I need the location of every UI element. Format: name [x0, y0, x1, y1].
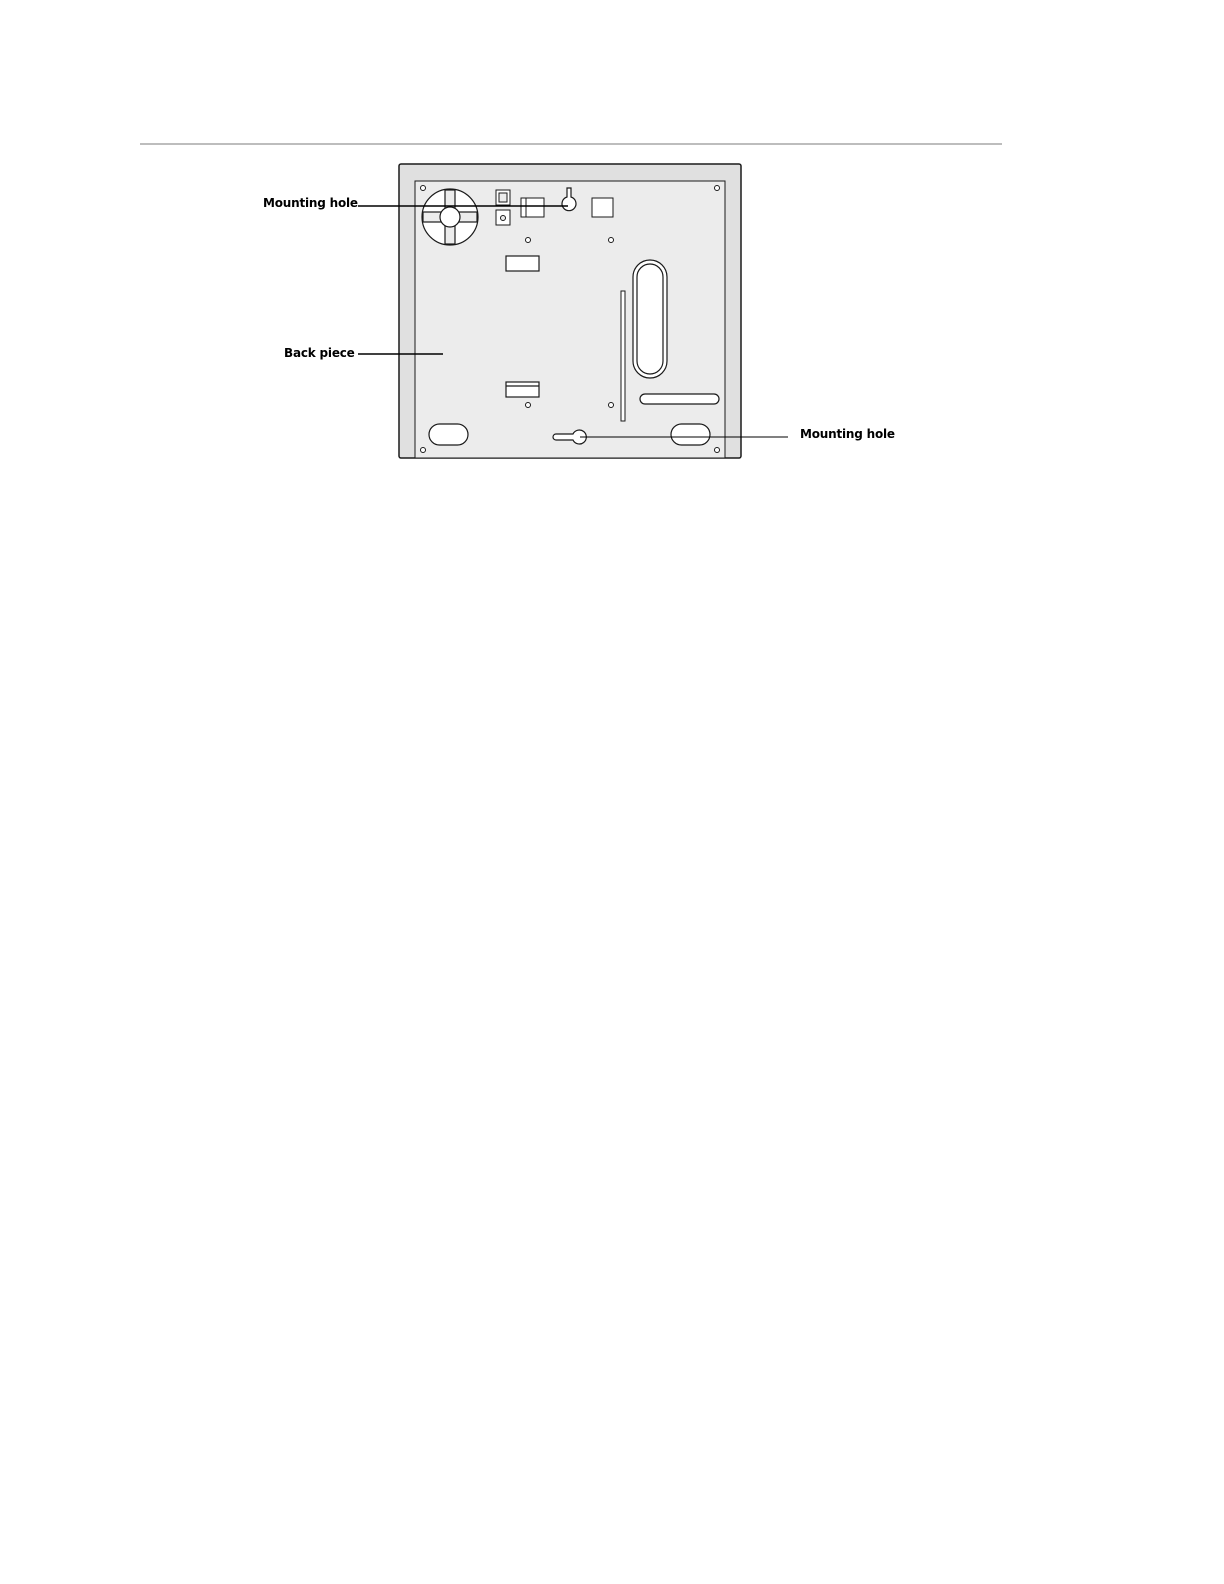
- label-mounting-hole-top: Mounting hole: [263, 196, 358, 210]
- upper-slot: [506, 256, 539, 271]
- lower-slot: [506, 382, 539, 397]
- clip-block: [521, 198, 544, 217]
- label-back-piece: Back piece: [284, 346, 355, 360]
- label-mounting-hole-bottom: Mounting hole: [800, 427, 895, 441]
- back-piece-diagram: [0, 0, 1224, 520]
- horizontal-slot: [640, 394, 719, 404]
- vertical-bar: [621, 291, 625, 421]
- cable-knockout-icon: [422, 189, 478, 245]
- square-block: [592, 198, 613, 217]
- cable-loop: [633, 260, 667, 378]
